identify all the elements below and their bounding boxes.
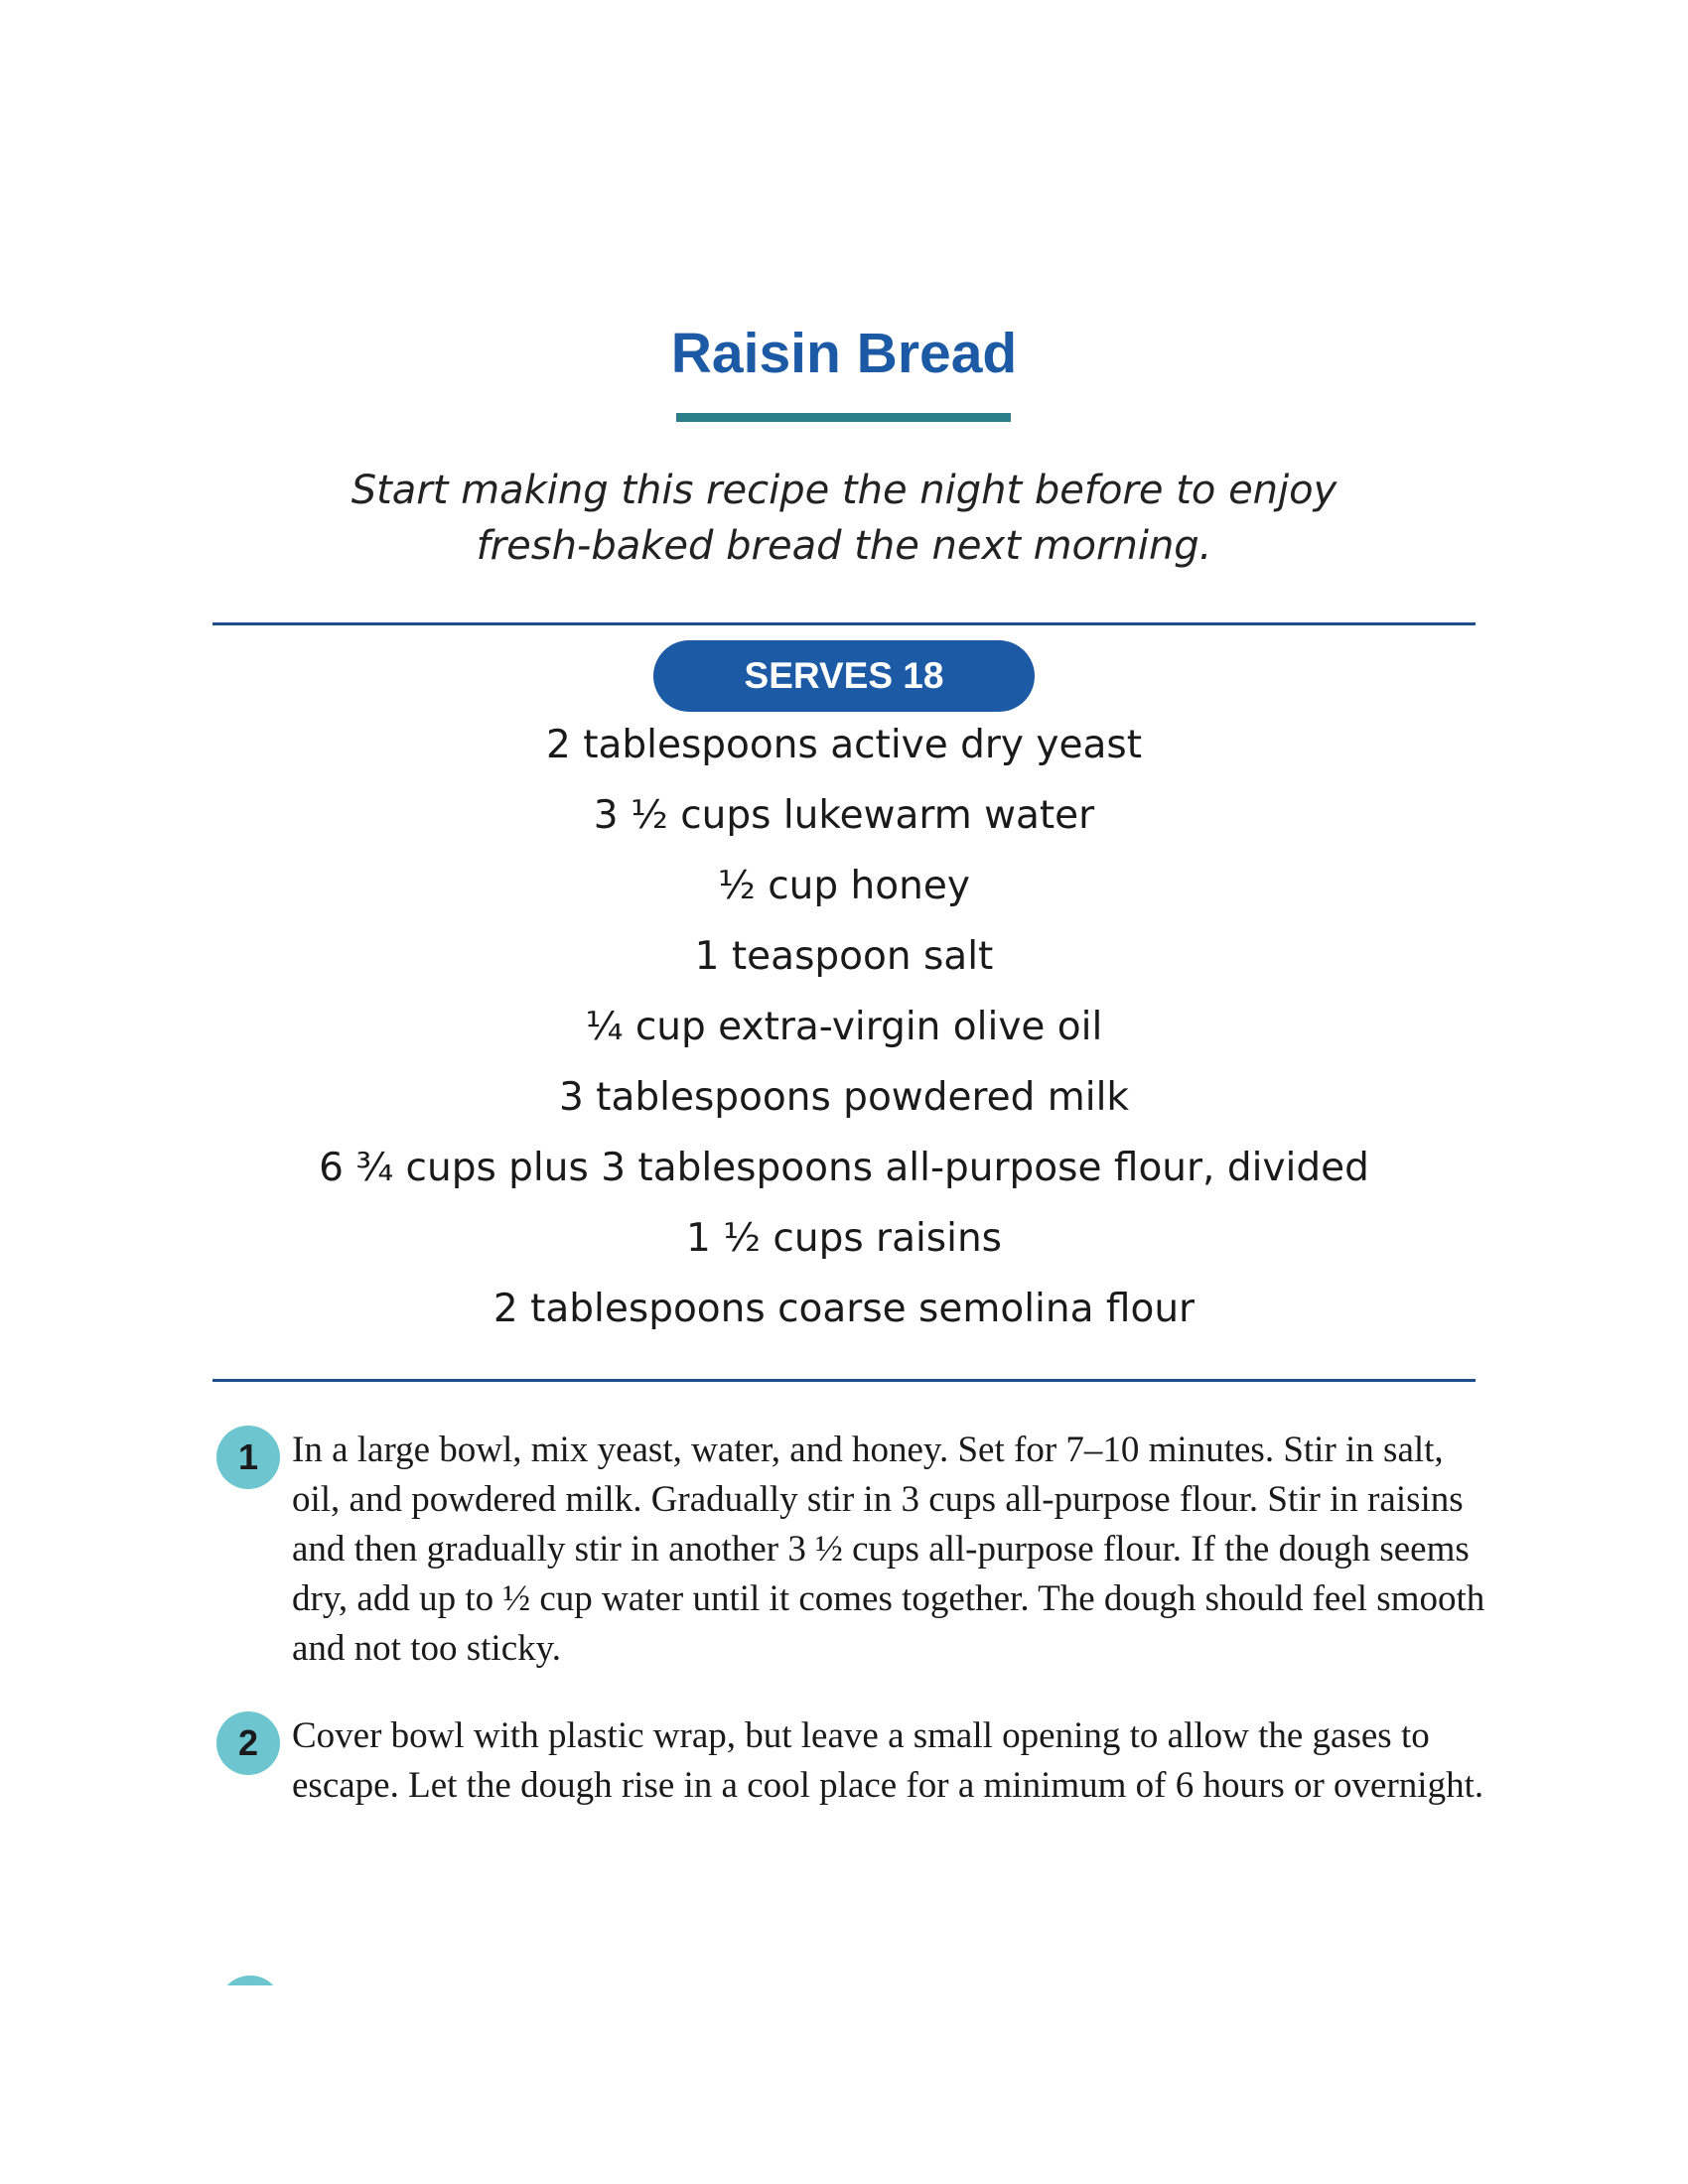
ingredient-item: 2 tablespoons active dry yeast (545, 723, 1142, 767)
subtitle-line-1: Start making this recipe the night before to enjoy (351, 468, 1337, 513)
bottom-divider (212, 1379, 1476, 1382)
step-item (214, 1426, 1495, 1674)
ingredient-item: 3 ½ cups lukewarm water (593, 793, 1095, 838)
serves-badge: SERVES 18 (653, 640, 1035, 712)
step-number-badge-partial (218, 1976, 282, 1985)
ingredient-item: ½ cup honey (718, 864, 970, 908)
step-number-badge: 1 (216, 1426, 280, 1489)
ingredient-item: 3 tablespoons powdered milk (558, 1075, 1130, 1120)
step-item (214, 1711, 1495, 1811)
ingredient-item: 6 ¾ cups plus 3 tablespoons all-purpose flour, divided (319, 1146, 1369, 1190)
top-divider (212, 622, 1476, 625)
step-number-badge: 2 (216, 1711, 280, 1775)
ingredient-item: 1 teaspoon salt (694, 934, 994, 979)
ingredient-item: 1 ½ cups raisins (686, 1216, 1002, 1261)
step-text: In a large bowl, mix yeast, water, and honey. Set for 7–10 minutes. Stir in salt, oil, and powdered milk. Gradually stir in 3 cups all-purpose flour. Stir in raisins and then gradually stir in another 3 ½ cups all-purpose flour. If the dough seems dry, add up to ½ cup water until it comes together. The dough should feel smooth and not too sticky. (292, 1430, 1485, 1669)
recipe-title: Raisin Bread (670, 322, 1018, 385)
title-underline (676, 413, 1011, 422)
step-text: Cover bowl with plastic wrap, but leave a small opening to allow the gases to escape. Let the dough rise in a cool place for a minimum of 6 hours or overnight. (292, 1715, 1484, 1806)
ingredient-list (0, 715, 1688, 1349)
ingredient-item: ¼ cup extra-virgin olive oil (585, 1005, 1103, 1049)
recipe-subtitle (0, 463, 1688, 574)
step-list (214, 1426, 1495, 1848)
ingredient-item: 2 tablespoons coarse semolina flour (492, 1287, 1196, 1331)
subtitle-line-2: fresh-baked bread the next morning. (476, 523, 1212, 569)
